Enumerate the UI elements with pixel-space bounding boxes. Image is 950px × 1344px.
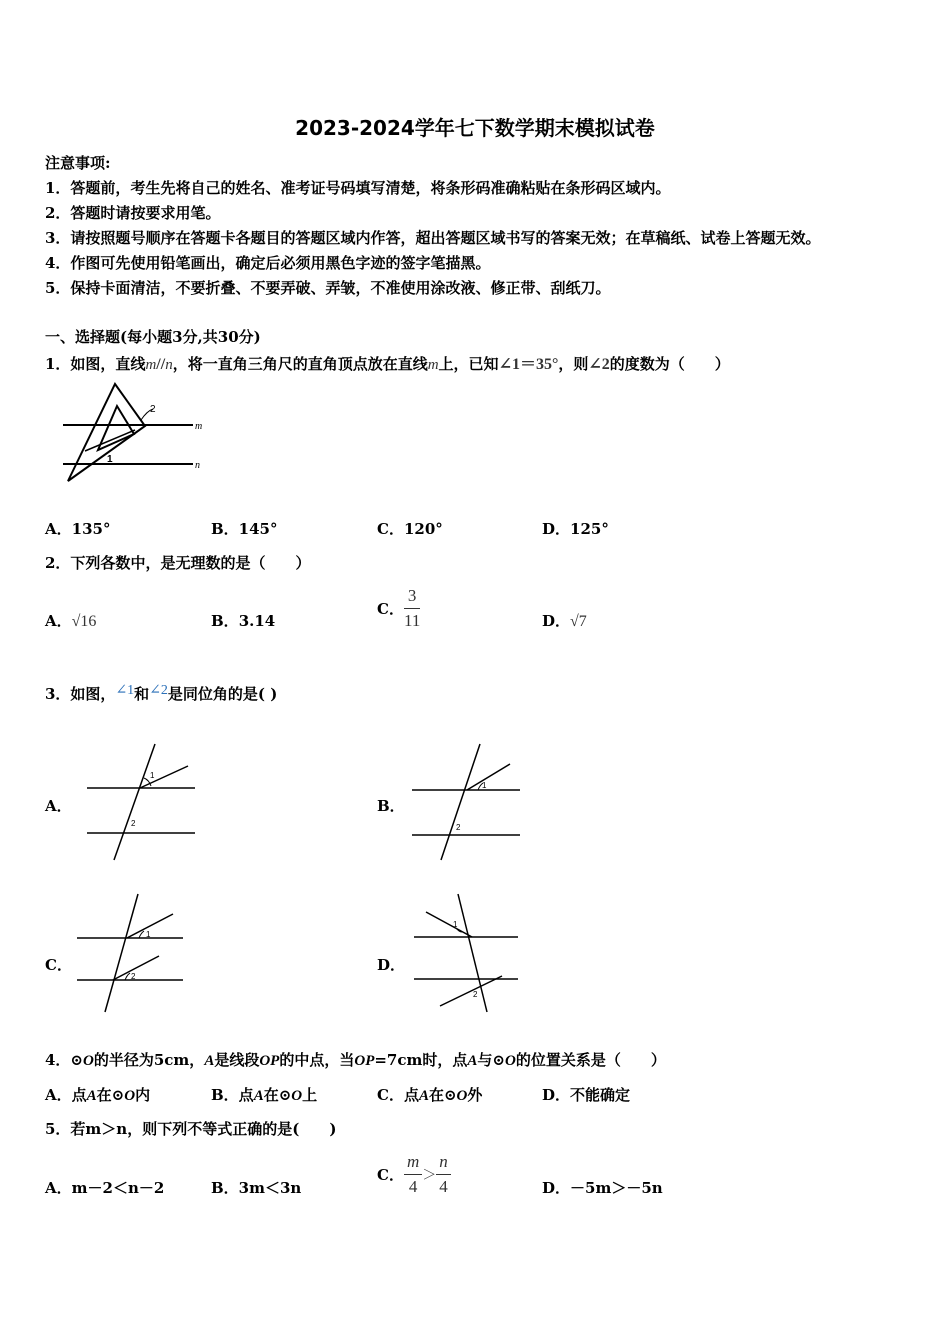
question-1-stem: 1．如图，直线m//n，将一直角三角尺的直角顶点放在直线m上，已知∠1＝35°，则∠2的度数为（ ） (45, 355, 730, 373)
option-c[interactable]: C．点A在⊙O外 (377, 1086, 483, 1104)
angle-2-label: 2 (456, 823, 461, 832)
note-item: 5．保持卡面清洁，不要折叠、不要弄破、弄皱，不准使用涂改液、修正带、刮纸刀。 (45, 279, 611, 297)
question-1-figure (55, 378, 215, 488)
option-b[interactable]: B．点A在⊙O上 (211, 1086, 318, 1104)
angle-2-label: 2 (131, 972, 136, 981)
line-n-label: n (195, 460, 200, 471)
option-a[interactable]: A．m－2＜n－2 (45, 1179, 165, 1197)
option-c[interactable]: C． $\frac{m}{4}$ ＞ $\frac{n}{4}$ (377, 1152, 451, 1197)
option-c[interactable]: C． $\frac{3}{11}$ (377, 586, 421, 630)
option-b[interactable]: B．3m＜3n (211, 1179, 302, 1197)
figure-option-a (85, 740, 200, 865)
option-a[interactable]: A．点A在⊙O内 (45, 1086, 151, 1104)
angle-1-label: 1 (453, 920, 458, 929)
option-d[interactable]: D． (377, 956, 406, 974)
figure-option-c (75, 890, 190, 1020)
option-c[interactable]: C．120° (377, 520, 443, 538)
note-item: 1．答题前，考生先将自己的姓名、准考证号码填写清楚，将条形码准确粘贴在条形码区域内。 (45, 179, 671, 197)
angle-1-label: 1 (150, 771, 155, 780)
angle-1-label: 1 (482, 781, 487, 790)
option-d[interactable]: D．－5m＞－5n (542, 1179, 663, 1197)
angle-2-label: 2 (150, 404, 156, 415)
option-a[interactable]: A．√16 (45, 612, 97, 630)
angle-2-label: 2 (473, 990, 478, 999)
notes-heading: 注意事项: (45, 154, 111, 172)
figure-option-d (410, 890, 525, 1020)
option-c[interactable]: C． (45, 956, 72, 974)
question-3-stem: 3．如图，∠1和∠2是同位角的是( ) (45, 683, 278, 703)
option-d[interactable]: D．不能确定 (542, 1086, 631, 1104)
question-4-stem: 4．⊙O的半径为5cm，A是线段OP的中点，当OP=7cm时，点A与⊙O的位置关系是（ ） (45, 1051, 666, 1069)
angle-2-label: 2 (131, 819, 136, 828)
angle-1-label: 1 (107, 454, 113, 465)
angle-1-label: 1 (146, 930, 151, 939)
option-d[interactable]: D．√7 (542, 612, 587, 630)
note-item: 4．作图可先使用铅笔画出，确定后必须用黑色字迹的签字笔描黑。 (45, 254, 491, 272)
page-title: 2023-2024学年七下数学期末模拟试卷 (295, 116, 655, 140)
option-b[interactable]: B． (377, 797, 405, 815)
line-m-label: m (195, 421, 203, 432)
question-2-stem: 2．下列各数中，是无理数的是（ ） (45, 554, 311, 572)
section-heading: 一、选择题(每小题3分,共30分) (45, 328, 261, 346)
note-item: 3．请按照题号顺序在答题卡各题目的答题区域内作答，超出答题区域书写的答案无效；在草稿纸、试卷上答题无效。 (45, 229, 821, 247)
option-b[interactable]: B．3.14 (211, 612, 276, 630)
option-a[interactable]: A．135° (45, 520, 111, 538)
option-b[interactable]: B．145° (211, 520, 278, 538)
question-5-stem: 5．若m＞n，则下列不等式正确的是( ) (45, 1120, 337, 1138)
option-d[interactable]: D．125° (542, 520, 609, 538)
note-item: 2．答题时请按要求用笔。 (45, 204, 221, 222)
figure-option-b (410, 740, 525, 865)
option-a[interactable]: A． (45, 797, 72, 815)
